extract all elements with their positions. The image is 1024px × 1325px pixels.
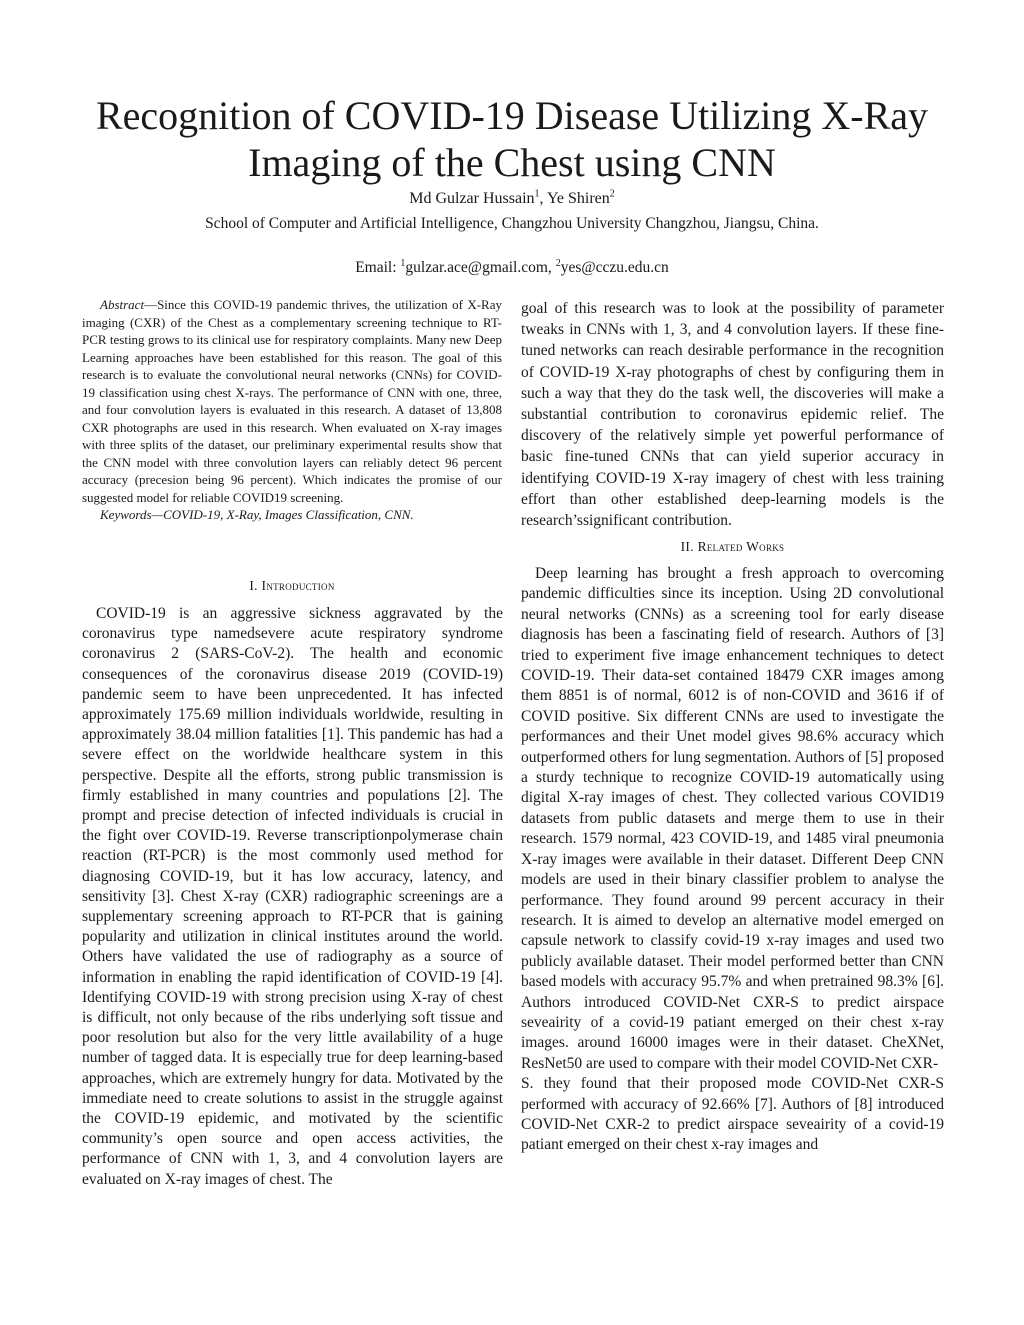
author-2: Ye Shiren: [546, 190, 610, 207]
section-number: I.: [249, 578, 262, 593]
section-title: Related Works: [697, 539, 785, 554]
paper-title: [40, 92, 984, 186]
introduction-continued: [521, 298, 944, 531]
abstract-body: —Since this COVID-19 pandemic thrives, the utilization of X-Ray imaging (CXR) of the Chest as a complementary screening technique to RT-PCR testing grows to its clinical use for respiratory complaints. Many new Deep Learning approaches have been established for this reason. The goal of this research is to evaluate the convolutional neural networks (CNNs) for COVID-19 classification using chest X-rays. The performance of CNN with one, three, and four convolution layers is evaluated in this research. A dataset of 13,808 CXR photographs are used in this research. When evaluated on X-ray images with three splits of the dataset, our preliminary experimental results show that the CNN model with three convolution layers can reliably detect 96 percent accuracy (precesion being 96 percent). Which indicates the promise of our suggested model for reliable COVID19 screening.: [82, 297, 502, 505]
email-2: yes@cczu.edu.cn: [560, 259, 669, 276]
section-heading-related-works: [521, 539, 944, 555]
related-paragraph-2: S. they found that their proposed mode COVID-Net CXR-S performed with accuracy of 92.66% [7]. Authors of [8] introduced COVID-Net CXR-2 to predict airspace seveairity of a covid-19 patiant emerged on their chest x-ray images and: [521, 1075, 944, 1154]
affiliation: School of Computer and Artificial Intelligence, Changzhou University Changzhou, Jiangsu, China.: [205, 215, 819, 232]
title-line-2: Imaging of the Chest using CNN: [248, 140, 776, 185]
email-2-mark: 2: [555, 257, 561, 269]
authors: [40, 188, 984, 210]
related-works-body: [521, 564, 944, 1156]
author-separator: ,: [539, 190, 547, 207]
section-number: II.: [680, 539, 698, 554]
author-2-mark: 2: [609, 188, 615, 200]
abstract: [82, 296, 502, 524]
introduction-body: [82, 604, 503, 1190]
section-heading-introduction: [82, 578, 502, 594]
section-title: Introduction: [261, 578, 335, 593]
email-1-mark: 1: [400, 257, 406, 269]
abstract-label: Abstract: [100, 297, 145, 312]
related-paragraph-1: Deep learning has brought a fresh approach to overcoming pandemic difficulties since its inception. Using 2D convolutional neural networks (CNNs) as a screening tool for early disease diagnosis has been a fascinating field of research. Authors of [3] tried to experiment five image enhancement techniques to detect COVID-19. Their data-set contained 18479 CXR images among them 8851 is of normal, 6012 is of non-COVID and 3616 if of COVID positive. Six different CNNs are used to investigate the performances and their Unet model gives 98.6% accuracy which outperformed others for lung segmentation. Authors of [5] proposed a sturdy technique to recognize COVID-19 automatically using digital X-ray images of chest. They collected various COVID19 datasets from public datasets and merge them to use in their research. 1579 normal, 423 COVID-19, and 1485 viral pneumonia X-ray images were available in their dataset. Different Deep CNN models are used in their binary classifier problem to analyse the performance. They found around 99 percent accuracy in their research. It is aimed to develop an alternative model emerged on capsule network to classify covid-19 x-ray images and used two publicly available dataset. Their model performed better than CNN based models with accuracy 95.7% and when pretrained 98.3% [6]. Authors introduced COVID-Net CXR-S to predict airspace seveairity of a covid-19 patiant emerged on their chest x-ray images. around 16000 images were in their dataset. CheXNet, ResNet50 are used to compare with their model COVID-Net CXR-: [521, 565, 944, 1072]
email-label: Email:: [355, 259, 401, 276]
email-1: gulzar.ace@gmail.com,: [405, 259, 556, 276]
title-line-1: Recognition of COVID-19 Disease Utilizing X-Ray: [95, 93, 929, 138]
email-line: [40, 257, 984, 278]
intro-paragraph: COVID-19 is an aggressive sickness aggravated by the coronavirus type namedsevere acute respiratory syndrome coronavirus 2 (SARS-CoV-2). The health and economic consequences of the coronavirus disease 2019 (COVID-19) pandemic seem to have been unprecedented. It has infected approximately 175.69 million individuals worldwide, resulting in approximately 38.04 million fatalities [1]. This pandemic has had a severe effect on the worldwide healthcare system in this perspective. Despite all the efforts, strong public transmission is firmly established in many countries and populations [2]. The prompt and precise detection of infected individuals is crucial in the fight over COVID-19. Reverse transcriptionpolymerase chain reaction (RT-PCR) is the most commonly used method for diagnosing COVID-19, but it has low accuracy, latency, and sensitivity [3]. Chest X-ray (CXR) radiographic screenings are a supplementary screening approach to RT-PCR that is gaining popularity and utilization in clinical institutes around the world. Others have validated the use of radiography as a source of information in enabling the rapid identification of COVID-19 [4]. Identifying COVID-19 with strong precision using X-ray of chest is difficult, not only because of the ribs underlying soft tissue and poor resolution but also for the very little availability of a huge number of tagged data. It is especially true for deep learning-based approaches, which are extremely hungry for data. Motivated by the immediate need to create solutions to assist in the struggle against the COVID-19 epidemic, and motivated by the scientific community’s open source and open access activities, the performance of CNN with 1, 3, and 4 convolution layers are evaluated on X-ray images of chest. The: [82, 605, 503, 1188]
intro-continued-paragraph: goal of this research was to look at the possibility of parameter tweaks in CNNs with 1, 3, and 4 convolution layers. If these fine-tuned networks can reach desirable performance in the recognition of COVID-19 X-ray photographs of chest by configuring them in such a way that they do the task well, the discoveries will make a substantial contribution to coronavirus epidemic relief. The discovery of the relatively simple yet powerful performance of basic fine-tuned CNNs that can yield superior accuracy in identifying COVID-19 X-ray imagery of chest with less training effort than other established deep-learning models is the research’ssignificant contribution.: [521, 300, 944, 530]
author-1-mark: 1: [534, 188, 540, 200]
keywords: Keywords—COVID-19, X-Ray, Images Classification, CNN.: [100, 507, 414, 522]
abstract-text: [82, 296, 502, 506]
author-1: Md Gulzar Hussain: [409, 190, 535, 207]
